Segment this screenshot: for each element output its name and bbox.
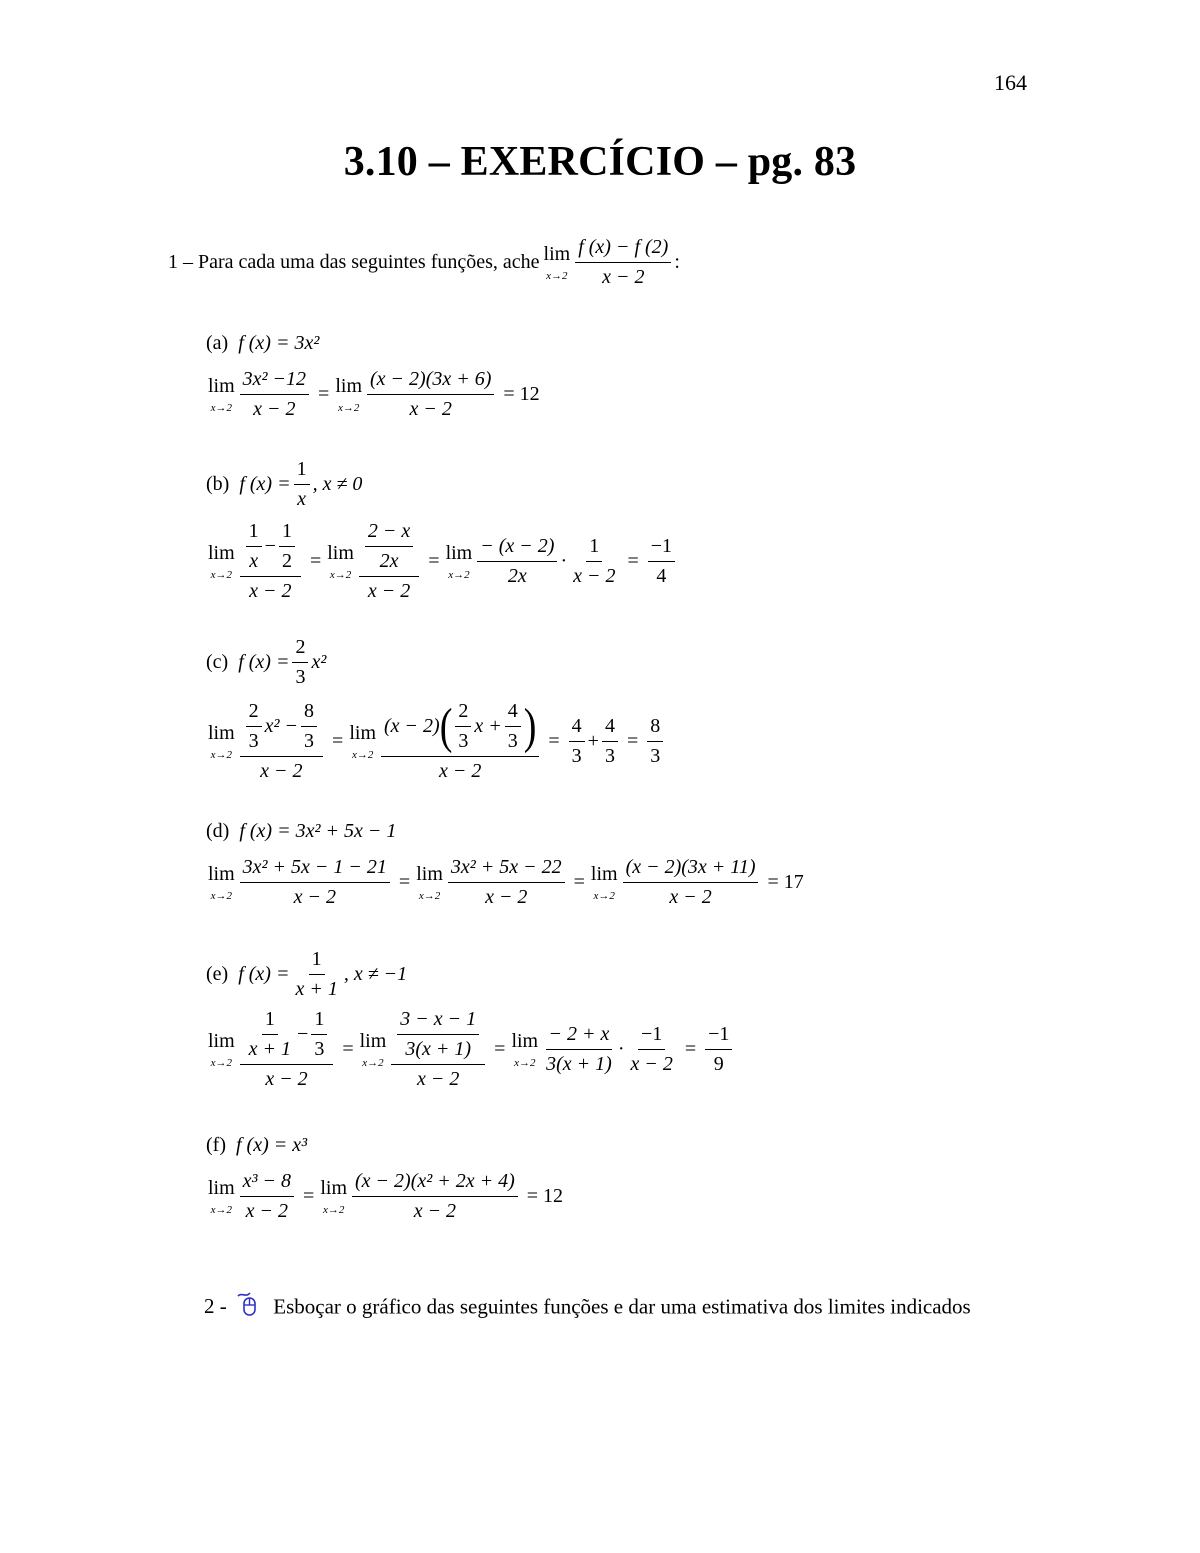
fraction-numerator: (x − 2)(3x + 11) xyxy=(623,856,759,883)
fraction-denominator: x − 2 xyxy=(409,398,452,420)
lim-sub: x→2 xyxy=(210,889,233,902)
compound-fraction xyxy=(240,1008,334,1091)
equals-sign: = xyxy=(303,1185,315,1207)
equals-sign: = xyxy=(573,871,585,893)
result: = 12 xyxy=(526,1185,564,1207)
fraction-denominator: x − 2 xyxy=(245,1200,289,1222)
limit-operator xyxy=(349,723,376,761)
fraction-denominator: 3 xyxy=(458,730,469,752)
function-rhs: x² xyxy=(311,651,327,673)
item-label: (e) xyxy=(206,963,229,985)
item-label: (b) xyxy=(206,473,230,495)
limit-operator xyxy=(208,723,235,761)
lim-word: lim xyxy=(208,1176,235,1199)
fraction-denominator: x − 2 xyxy=(485,886,528,908)
fraction-denominator: 2x xyxy=(379,550,399,572)
fraction-denominator: x − 2 xyxy=(367,580,411,602)
fraction-numerator: − 2 + x xyxy=(546,1023,613,1050)
fraction-numerator: (x − 2)(3x + 6) xyxy=(367,368,494,395)
lim-sub: x→2 xyxy=(210,401,233,414)
fraction-numerator: 3x² + 5x − 22 xyxy=(448,856,565,883)
fraction xyxy=(602,715,618,768)
fraction xyxy=(240,368,309,421)
limit-operator xyxy=(208,376,235,414)
lim-sub: x→2 xyxy=(448,568,470,581)
fraction-numerator: 3x² −12 xyxy=(240,368,309,395)
fraction-numerator: 1 xyxy=(311,1008,327,1035)
compound-fraction xyxy=(359,520,419,603)
fraction xyxy=(292,636,308,689)
fraction-numerator: 1 xyxy=(246,520,262,547)
fraction xyxy=(367,368,494,421)
equals-sign: = xyxy=(342,1038,354,1060)
lim-sub: x→2 xyxy=(210,1056,233,1069)
result: = 17 xyxy=(767,871,804,893)
fraction-denominator: 3 xyxy=(571,745,582,767)
fraction-numerator: 2 xyxy=(292,636,308,663)
fraction-denominator: x − 2 xyxy=(249,580,292,602)
item-f-definition xyxy=(206,1134,307,1157)
item-e-definition xyxy=(206,948,407,1001)
fraction-numerator: x³ − 8 xyxy=(240,1170,294,1197)
fraction xyxy=(246,700,262,753)
fraction-denominator: x − 2 xyxy=(439,760,482,782)
lim-word: lim xyxy=(208,541,235,564)
fraction-denominator: 3 xyxy=(604,745,615,767)
lim-word: lim xyxy=(208,374,235,397)
lim-sub: x→2 xyxy=(418,889,441,902)
minus-sign: − xyxy=(264,535,276,557)
fraction xyxy=(352,1170,518,1223)
lim-word: lim xyxy=(320,1176,347,1199)
fraction-numerator xyxy=(391,1008,485,1065)
equals-sign: = xyxy=(309,550,322,572)
fraction xyxy=(623,856,759,909)
limit-operator xyxy=(327,543,354,581)
fraction xyxy=(627,1023,675,1076)
fraction-denominator: 4 xyxy=(656,565,667,587)
intro-text: 1 – Para cada uma das seguintes funções, ache xyxy=(168,251,540,273)
item-b-solution xyxy=(208,520,678,603)
equals-sign: = xyxy=(684,1038,697,1060)
item-e-solution xyxy=(208,1008,735,1091)
item-label: (c) xyxy=(206,651,229,673)
domain-condition: , x ≠ 0 xyxy=(312,473,363,495)
item-f-solution xyxy=(208,1170,569,1223)
limit-operator xyxy=(591,864,618,902)
function-definition: f (x) = x³ xyxy=(235,1134,308,1156)
limit-operator xyxy=(208,543,235,581)
fraction xyxy=(365,520,413,573)
fraction xyxy=(246,1008,294,1061)
question-2-text: Esboçar o gráfico das seguintes funções e dar uma estimativa dos limites indicados xyxy=(273,1294,971,1319)
fraction xyxy=(648,535,675,588)
term: x² − xyxy=(264,715,299,737)
difference-quotient xyxy=(575,236,671,289)
fraction-numerator: 1 xyxy=(262,1008,278,1035)
lim-sub: x→2 xyxy=(210,1203,233,1216)
mouse-icon xyxy=(236,1290,262,1327)
fraction-numerator xyxy=(240,520,301,577)
fraction-denominator: 3 xyxy=(650,745,661,767)
function-definition: f (x) = 3x² + 5x − 1 xyxy=(239,820,397,842)
fraction-denominator: 9 xyxy=(713,1053,724,1075)
fraction-numerator: −1 xyxy=(638,1023,665,1050)
fraction xyxy=(301,700,317,753)
question-2 xyxy=(168,1290,1028,1327)
fraction-numerator: 2 xyxy=(455,700,471,727)
intro-end: : xyxy=(674,251,680,273)
function-lhs: f (x) = xyxy=(239,473,291,495)
lim-sub: x→2 xyxy=(329,568,352,581)
fraction xyxy=(246,520,262,573)
equals-sign: = xyxy=(627,550,639,572)
fraction-denominator: x − 2 xyxy=(630,1053,673,1075)
lim-sub: x→2 xyxy=(322,1203,345,1216)
function-lhs: f (x) = xyxy=(238,651,290,673)
function-lhs: f (x) = xyxy=(238,963,290,985)
function-definition: f (x) = 3x² xyxy=(238,332,320,354)
fraction-denominator: 3 xyxy=(248,730,259,752)
limit-operator xyxy=(208,1031,235,1069)
lim-sub: x→2 xyxy=(210,568,233,581)
question-1-intro xyxy=(168,236,680,289)
page-title: 3.10 – EXERCÍCIO – pg. 83 xyxy=(343,139,857,185)
limit-operator xyxy=(320,1178,347,1216)
fraction-numerator: 1 xyxy=(309,948,325,975)
fraction xyxy=(647,715,663,768)
fraction xyxy=(543,1023,615,1076)
equals-sign: = xyxy=(332,730,344,752)
lim-word: lim xyxy=(445,541,473,564)
lim-word: lim xyxy=(335,374,362,397)
item-d-solution xyxy=(208,856,810,909)
fraction xyxy=(570,535,618,588)
fraction xyxy=(292,948,340,1001)
compound-fraction xyxy=(240,700,323,783)
fraction-denominator: 3 xyxy=(314,1038,325,1060)
fraction-denominator: x − 2 xyxy=(260,760,303,782)
lim-word: lim xyxy=(208,1029,235,1052)
limit-operator xyxy=(208,864,235,902)
lim-sub: x→2 xyxy=(362,1056,384,1069)
fraction-numerator: 4 xyxy=(602,715,618,742)
item-label: (a) xyxy=(206,332,229,354)
item-b-definition xyxy=(206,458,362,511)
factor: (x − 2) xyxy=(384,715,440,737)
fraction-numerator: 4 xyxy=(505,700,521,727)
limit-operator xyxy=(360,1031,387,1069)
limit-operator xyxy=(335,376,362,414)
fraction-numerator: 8 xyxy=(647,715,663,742)
fraction-numerator xyxy=(240,700,323,757)
multiply-dot: · xyxy=(617,1038,625,1060)
item-d-definition xyxy=(206,820,396,843)
fraction xyxy=(569,715,585,768)
right-paren: ) xyxy=(523,699,537,754)
minus-sign: − xyxy=(297,1023,309,1045)
fraction-denominator: x − 2 xyxy=(265,1068,308,1090)
lim-sub: x→2 xyxy=(351,748,374,761)
lim-word: lim xyxy=(327,541,354,564)
fraction-denominator: x − 2 xyxy=(602,266,645,288)
item-a-solution xyxy=(208,368,546,421)
item-c-definition xyxy=(206,636,326,689)
fraction xyxy=(448,856,565,909)
question-2-prefix: 2 - xyxy=(204,1294,227,1319)
fraction-numerator: (x − 2)(x² + 2x + 4) xyxy=(352,1170,518,1197)
fraction xyxy=(240,856,390,909)
fraction-denominator: x + 1 xyxy=(248,1038,292,1060)
lim-word: lim xyxy=(511,1029,539,1052)
fraction xyxy=(477,535,557,588)
lim-word: lim xyxy=(359,1029,387,1052)
fraction-denominator: x xyxy=(297,488,307,510)
item-a-definition xyxy=(206,332,319,355)
fraction-numerator: 1 xyxy=(294,458,310,485)
fraction-numerator: f (x) − f (2) xyxy=(575,236,671,263)
fraction xyxy=(397,1008,479,1061)
fraction-denominator: x − 2 xyxy=(413,1200,457,1222)
limit-operator xyxy=(416,864,443,902)
fraction-denominator: x − 2 xyxy=(293,886,336,908)
item-label: (f) xyxy=(206,1134,226,1156)
limit-operator xyxy=(446,543,473,581)
fraction-numerator: 3 − x − 1 xyxy=(397,1008,479,1035)
lim-sub: x→2 xyxy=(337,401,360,414)
equals-sign: = xyxy=(548,730,560,752)
fraction-numerator xyxy=(240,1008,334,1065)
equals-sign: = xyxy=(428,550,440,572)
fraction-denominator: x + 1 xyxy=(295,978,338,1000)
lim-word: lim xyxy=(349,721,376,744)
lim-sub: x→2 xyxy=(593,889,615,902)
fraction-numerator xyxy=(381,700,539,757)
left-paren: ( xyxy=(439,699,453,754)
fraction-denominator: 3 xyxy=(304,730,315,752)
equals-sign: = xyxy=(626,730,639,752)
limit-operator xyxy=(544,244,571,282)
result: = 12 xyxy=(503,383,540,405)
fraction xyxy=(240,1170,294,1223)
fraction-numerator: 1 xyxy=(279,520,295,547)
equals-sign: = xyxy=(318,383,330,405)
fraction-denominator: 3 xyxy=(295,666,306,688)
fraction-denominator: x − 2 xyxy=(669,886,712,908)
item-c-solution xyxy=(208,700,666,783)
fraction-numerator: 8 xyxy=(301,700,317,727)
compound-fraction xyxy=(381,700,539,783)
fraction-numerator: 1 xyxy=(586,535,602,562)
lim-word: lim xyxy=(590,862,618,885)
plus-sign: + xyxy=(587,730,599,752)
lim-word: lim xyxy=(208,721,235,744)
fraction xyxy=(294,458,310,511)
limit-operator xyxy=(511,1031,538,1069)
lim-word: lim xyxy=(208,862,235,885)
page-number: 164 xyxy=(994,70,1027,95)
fraction-numerator: −1 xyxy=(705,1023,732,1050)
lim-sub: x→2 xyxy=(546,269,568,282)
fraction-denominator: x xyxy=(249,550,259,572)
limit-operator xyxy=(208,1178,235,1216)
multiply-dot: · xyxy=(560,550,568,572)
fraction xyxy=(705,1023,732,1076)
fraction-numerator: 2 − x xyxy=(365,520,413,547)
fraction-numerator: −1 xyxy=(648,535,675,562)
fraction-numerator: − (x − 2) xyxy=(477,535,557,562)
fraction-denominator: 2x xyxy=(507,565,527,587)
lim-word: lim xyxy=(543,242,571,265)
lim-sub: x→2 xyxy=(514,1056,536,1069)
fraction-denominator: 3(x + 1) xyxy=(546,1053,612,1075)
fraction-denominator: x − 2 xyxy=(253,398,296,420)
compound-fraction xyxy=(240,520,301,603)
fraction-numerator: 3x² + 5x − 1 − 21 xyxy=(240,856,390,883)
domain-condition: , x ≠ −1 xyxy=(343,963,408,985)
fraction xyxy=(279,520,295,573)
equals-sign: = xyxy=(494,1038,506,1060)
fraction xyxy=(455,700,471,753)
fraction-denominator: 3 xyxy=(507,730,518,752)
equals-sign: = xyxy=(398,871,411,893)
compound-fraction xyxy=(391,1008,485,1091)
item-label: (d) xyxy=(206,820,230,842)
term: x + xyxy=(474,715,502,737)
fraction-numerator xyxy=(359,520,419,577)
lim-sub: x→2 xyxy=(210,748,233,761)
lim-word: lim xyxy=(416,862,443,885)
fraction-denominator: 3(x + 1) xyxy=(405,1038,472,1060)
fraction-denominator: x − 2 xyxy=(417,1068,460,1090)
fraction-numerator: 2 xyxy=(246,700,262,727)
fraction-numerator: 4 xyxy=(569,715,585,742)
fraction-denominator: x − 2 xyxy=(573,565,616,587)
fraction-denominator: 2 xyxy=(281,550,292,572)
fraction xyxy=(505,700,521,753)
fraction xyxy=(311,1008,327,1061)
